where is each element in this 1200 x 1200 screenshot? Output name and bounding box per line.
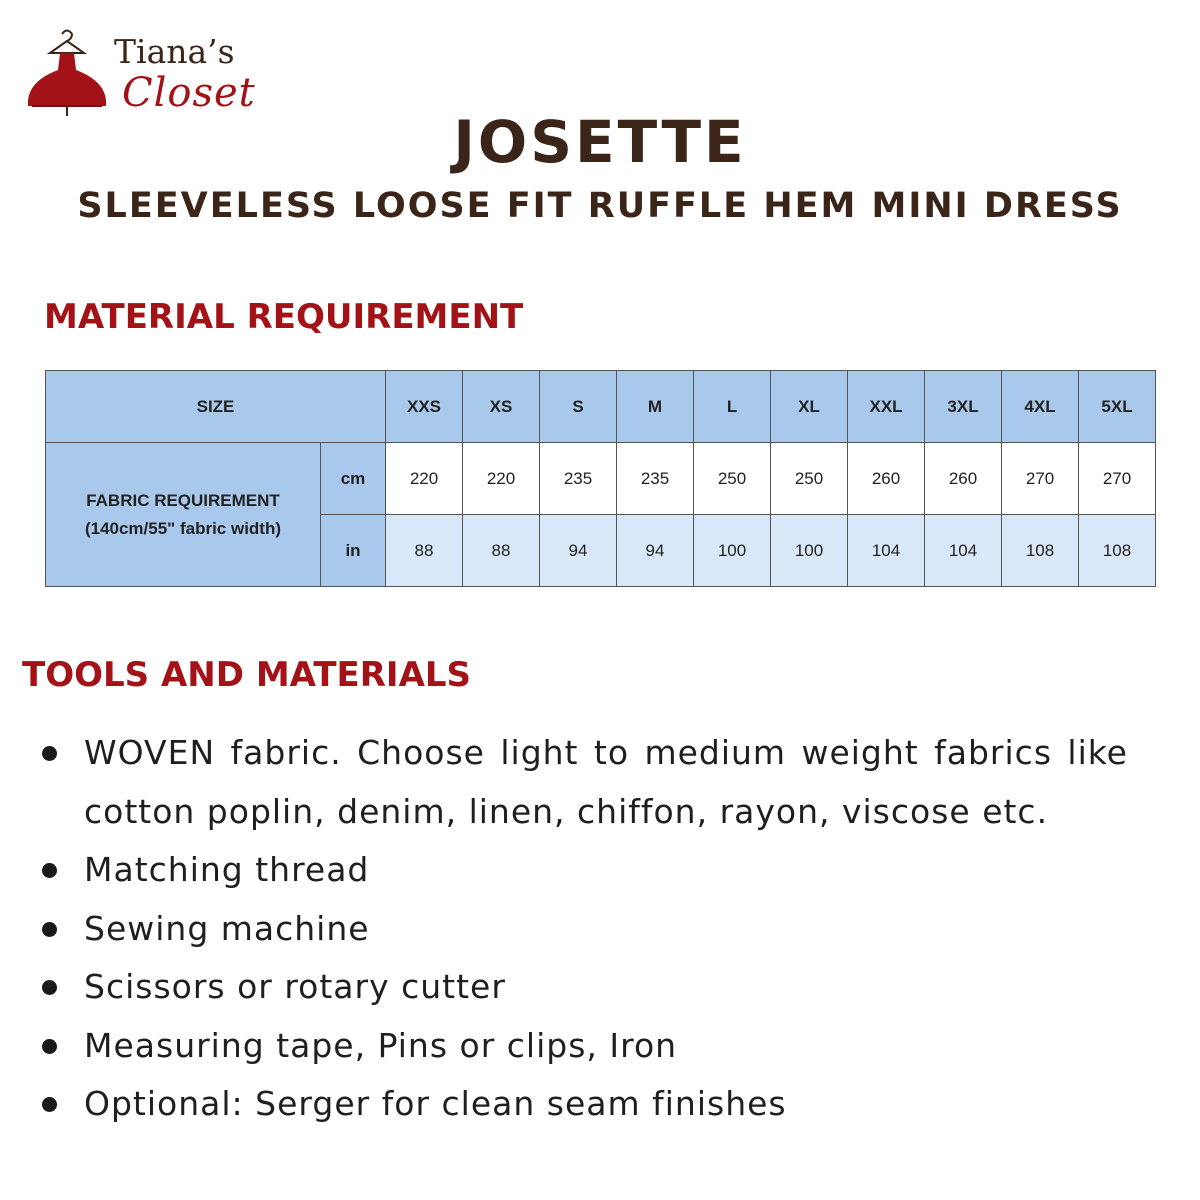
bullet-icon [42,1039,57,1054]
bullet-icon [42,922,57,937]
tools-and-materials-heading: TOOLS AND MATERIALS [22,655,472,695]
size-header: S [540,371,617,443]
table-row [46,443,1156,515]
table-cell: 100 [771,515,848,587]
table-cell: 250 [771,443,848,515]
table-cell: 260 [848,443,925,515]
table-cell: 100 [694,515,771,587]
fabric-requirement-label [46,443,321,587]
table-cell: 235 [540,443,617,515]
table-cell: 108 [1079,515,1156,587]
bullet-icon [42,746,57,761]
size-header: XS [463,371,540,443]
fabric-requirement-title: FABRIC REQUIREMENT [86,490,280,510]
size-header: 5XL [1079,371,1156,443]
material-requirement-table [45,370,1156,587]
size-header: XXS [386,371,463,443]
table-cell: 220 [463,443,540,515]
brand-name-line2: Closet [122,70,256,116]
tools-list [38,724,1128,1134]
list-item [38,1075,1128,1134]
bullet-icon [42,980,57,995]
list-item [38,841,1128,900]
list-item-text: Optional: Serger for clean seam finishes [84,1084,787,1123]
list-item-text: WOVEN fabric. Choose light to medium weight fabrics like cotton poplin, denim, linen, chiffon, rayon, viscose etc. [84,733,1128,831]
table-cell: 220 [386,443,463,515]
size-label: SIZE [46,371,386,443]
list-item-text: Matching thread [84,850,370,889]
list-item [38,724,1128,841]
size-header: 4XL [1002,371,1079,443]
pattern-title: JOSETTE [453,108,747,176]
table-cell: 104 [848,515,925,587]
size-header-row [46,371,1156,443]
size-header: L [694,371,771,443]
size-header: M [617,371,694,443]
fabric-width-note: (140cm/55" fabric width) [84,518,282,538]
bullet-icon [42,1097,57,1112]
pattern-subtitle: SLEEVELESS LOOSE FIT RUFFLE HEM MINI DRESS [77,186,1123,226]
list-item [38,958,1128,1017]
bullet-icon [42,863,57,878]
list-item [38,900,1128,959]
list-item-text: Scissors or rotary cutter [84,967,506,1006]
list-item-text: Sewing machine [84,908,370,948]
unit-label: in [321,515,386,587]
list-item-text: Measuring tape, Pins or clips, Iron [84,1025,678,1065]
table-cell: 270 [1079,443,1156,515]
table-cell: 94 [617,515,694,587]
size-header: XXL [848,371,925,443]
size-header: 3XL [925,371,1002,443]
table-cell: 104 [925,515,1002,587]
table-cell: 94 [540,515,617,587]
table-cell: 270 [1002,443,1079,515]
table-cell: 260 [925,443,1002,515]
list-item [38,1017,1128,1076]
size-header: XL [771,371,848,443]
table-cell: 250 [694,443,771,515]
unit-label: cm [321,443,386,515]
table-cell: 88 [463,515,540,587]
brand-name-line1: Tiana’s [114,32,235,71]
table-cell: 108 [1002,515,1079,587]
material-requirement-heading: MATERIAL REQUIREMENT [44,297,524,337]
table-cell: 235 [617,443,694,515]
table-cell: 88 [386,515,463,587]
